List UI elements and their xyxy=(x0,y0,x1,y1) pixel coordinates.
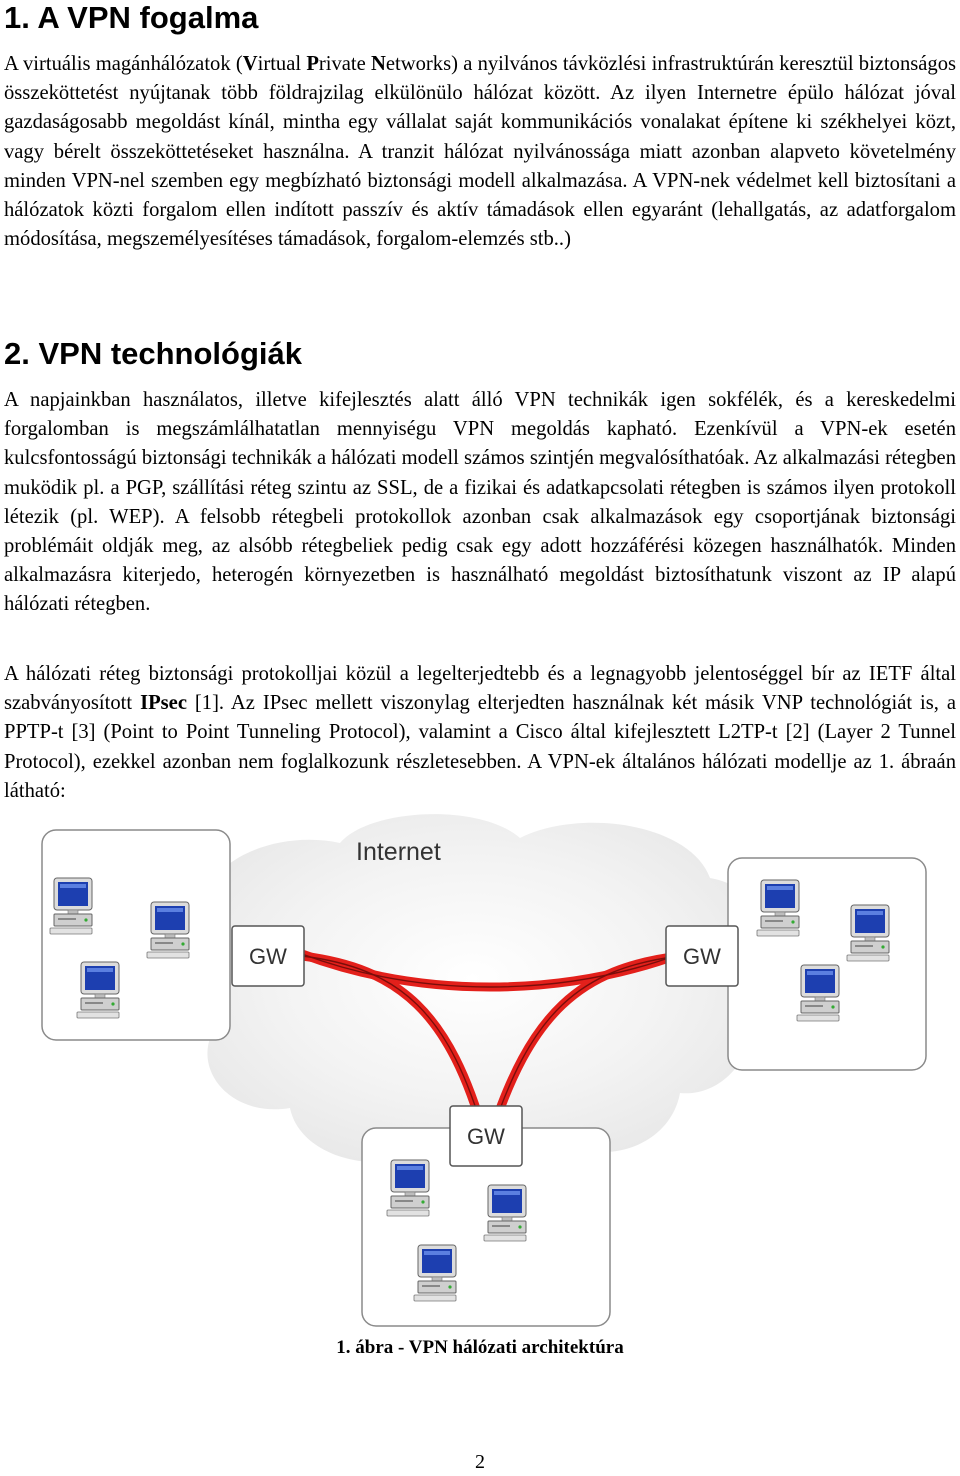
bold-text-run: N xyxy=(371,53,386,75)
gateway-bottom xyxy=(450,1106,522,1166)
pc-icon xyxy=(50,878,92,934)
pc-icon xyxy=(77,962,119,1018)
section-heading-vpn-technologies: 2. VPN technológiák xyxy=(4,336,303,371)
bold-text-run: V xyxy=(242,53,258,75)
gateway-label: GW xyxy=(249,944,287,969)
internet-label: Internet xyxy=(356,838,441,866)
lan-box-right xyxy=(728,858,926,1070)
gateway-right xyxy=(666,926,738,986)
section-heading-vpn-concept: 1. A VPN fogalma xyxy=(4,0,259,35)
pc-icon xyxy=(847,905,889,961)
paragraph-vpn-concept xyxy=(4,50,956,254)
pc-icon xyxy=(147,902,189,958)
pc-icon xyxy=(387,1160,429,1216)
text-run: irtual xyxy=(257,53,307,75)
text-run: A virtuális magánhálózatok ( xyxy=(4,53,243,75)
pc-icon xyxy=(414,1245,456,1301)
paragraph-vpn-techniques: A napjainkban használatos, illetve kifejlesztés alatt álló VPN technikák igen sokfélék, és a kereskedelmi forgalomban is megszámlálhatatlan mennyiségu VPN megoldás kapható. Ezenkívül a VPN-ek esetén kulcsfontosságú biztonsági technikák a hálózati modell számos szintjén megvalósíthatóak. Az alkalmazási rétegben muködik pl. a PGP, szállítási réteg szintu az SSL, de a fizikai és adatkapcsolati rétegben is számos ilyen protokoll létezik (pl. WEP). A felsobb rétegbeli protokollok azonban csak alkalmazások egy csoportjának biztonsági problémáit oldják meg, az alsóbb rétegbeliek pedig csak egy adott hozzáférési közegen használhatók. Minden alkalmazásra kiterjedo, heterogén környezetben is használható megoldást biztosíthatunk viszont az IP alapú hálózati rétegben. xyxy=(4,389,956,616)
text-run: etworks) a nyilvános távközlési infrastruktúrán keresztül biztonságos összeköttetést nyújtanak több földrajzilag elkülönülo hálózat között. Az ilyen Internetre épülo hálózat jóval gazdaságosabb megoldást kínál, mintha egy vállalat saját kommunikációs vonalakat építene ki székhelyei közt, vagy bérelt összeköttetéseket használna. A tranzit hálózat nyilvánossága miatt azonban alapveto követelmény minden VPN-nel szemben egy megbízható biztonsági modell alkalmazása. A VPN-nek védelmet kell biztosítani a hálózatok közti forgalom ellen indított passzív és aktív támadások ellen egyaránt (lehallgatás, az adatforgalom módosítása, megszemélyesítéses támadások, forgalom-elemzés stb..) xyxy=(4,53,957,251)
gateway-label: GW xyxy=(467,1124,505,1149)
pc-icon xyxy=(757,880,799,936)
pc-icon xyxy=(484,1185,526,1241)
vpn-architecture-figure xyxy=(40,808,930,1333)
pc-icon xyxy=(797,965,839,1021)
text-run: rivate xyxy=(318,53,372,75)
gateway-label: GW xyxy=(683,944,721,969)
gateway-left xyxy=(232,926,304,986)
bold-text-run: IPsec xyxy=(140,692,187,715)
bold-text-run: P xyxy=(306,53,319,75)
paragraph-network-layer-protocols xyxy=(4,660,956,806)
text-run: [1]. Az IPsec mellett viszonylag elterjedten használnak két másik VNP technológiát is, a PPTP-t [3] (Point to Point Tunneling Protocol), valamint a Cisco által kifejlesztett L2TP-t [2] (Layer 2 Tunnel Protocol), ezekkel azonban nem foglalkozunk részletesebben. A VPN-ek általános hálózati modellje az 1. ábraán látható: xyxy=(4,692,956,802)
page-number: 2 xyxy=(475,1451,485,1473)
figure-caption: 1. ábra - VPN hálózati architektúra xyxy=(336,1337,624,1358)
lan-box-left xyxy=(42,830,230,1040)
text-run: A hálózati réteg biztonsági protokolljai közül a legelterjedtebb és a legnagyobb jelentoséggel bír az IETF által szabványosított xyxy=(4,663,956,715)
